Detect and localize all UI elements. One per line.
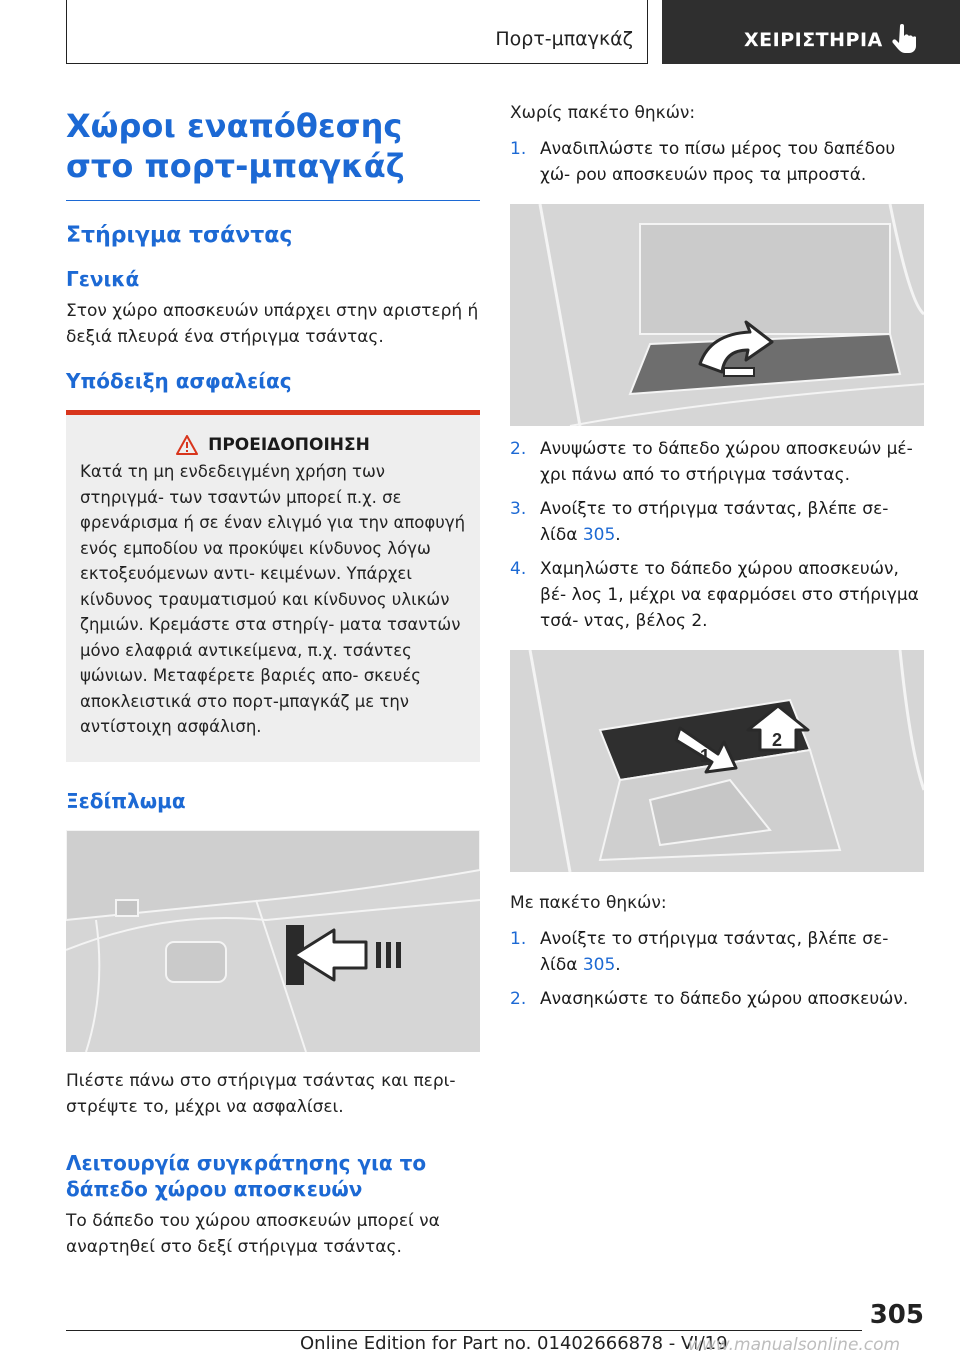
floor-hook-drawing (510, 650, 924, 872)
footer-edition: Online Edition for Part no. 01402666878 - VI/19 (300, 1333, 728, 1354)
heading-safety-note: Υπόδειξη ασφαλείας (66, 369, 292, 393)
step-text: Ανασηκώστε το δάπεδο χώρου αποσκευών. (540, 989, 909, 1009)
paragraph-general: Στον χώρο αποσκευών υπάρχει στην αριστερή ή δεξιά πλευρά ένα στήριγμα τσάντας. (66, 301, 479, 347)
steps-with-list (510, 926, 924, 1012)
step-number: 4. (510, 559, 527, 579)
steps-without-list (510, 136, 924, 188)
footer-watermark: www.manualsonline.com (688, 1335, 901, 1355)
header-section-title: Πορτ-μπαγκάζ (495, 28, 633, 50)
warning-header (80, 435, 466, 455)
heading-holding-function: Λειτουργία συγκράτησης για το δάπεδο χώρου αποσκευών (66, 1150, 427, 1201)
header-section-box (66, 0, 648, 64)
step-number: 1. (510, 139, 527, 159)
left-column (66, 100, 480, 1260)
heading-bag-hook: Στήριγμα τσάντας (66, 223, 293, 248)
arrow-1-label: 1 (700, 746, 711, 766)
list-item (510, 136, 924, 188)
bag-hook-drawing (66, 830, 480, 1052)
warning-triangle-icon (176, 435, 198, 455)
step-text: Αναδιπλώστε το πίσω μέρος του δαπέδου χώ- ρου αποσκευών προς τα μπροστά. (540, 139, 896, 185)
step-text-end: . (615, 955, 621, 975)
list-item (510, 556, 924, 634)
step-text: Ανυψώστε το δάπεδο χώρου αποσκευών μέ- χρι πάνω από το στήριγμα τσάντας. (540, 439, 913, 485)
page-title: Χώροι εναπόθεσης στο πορτ-μπαγκάζ (66, 106, 480, 201)
bag-hook-illustration (66, 830, 480, 1052)
floor-fold-drawing (510, 204, 924, 426)
page-number: 305 (869, 1300, 924, 1330)
warning-title: ΠΡΟΕΙΔΟΠΟΙΗΣΗ (208, 435, 370, 455)
paragraph-unfold: Πιέστε πάνω στο στήριγμα τσάντας και περι- στρέψτε το, μέχρι να ασφαλίσει. (66, 1070, 456, 1117)
list-item (510, 496, 924, 548)
heading-unfold: Ξεδίπλωμα (66, 788, 186, 813)
floor-fold-illustration (510, 204, 924, 426)
arrow-2-label: 2 (772, 730, 783, 750)
header-chapter-tab[interactable] (662, 0, 960, 64)
without-compartments-label: Χωρίς πακέτο θηκών: (510, 103, 696, 123)
step-text-end: . (615, 525, 621, 545)
footer-divider (66, 1330, 862, 1331)
list-item (510, 436, 924, 488)
step-number: 2. (510, 989, 527, 1009)
page-link[interactable]: 305 (582, 955, 616, 975)
warning-text: Κατά τη μη ενδεδειγμένη χρήση των στηριγμά- των τσαντών μπορεί π.χ. σε φρενάρισμα ή σε έναν ελιγμό για την αποφυγή ενός εμποδίου να προκύψει κίνδυνος λόγω εκτοξευόμενων αντι- κειμένων. Υπάρχει κίνδυνος τραυματισμού και κίνδυνος υλικών ζημιών. Κρεμάστε στα στηρίγ- ματα τσαντών μόνο ελαφριά αντικείμενα, π.χ. τσάντες ψώνιων. Μεταφέρετε βαριές απο- σκευές αποκλειστικά στο πορτ-μπαγκάζ με την αντίστοιχη ασφάλιση. (80, 462, 466, 736)
page-link[interactable]: 305 (582, 525, 616, 545)
hand-pointer-icon (892, 24, 920, 54)
step-number: 2. (510, 439, 527, 459)
right-column (510, 100, 924, 1020)
paragraph-holding: Το δάπεδο του χώρου αποσκευών μπορεί να αναρτηθεί στο δεξί στήριγμα τσάντας. (66, 1210, 440, 1257)
steps-without-list-continued (510, 436, 924, 634)
step-text: Ανοίξτε το στήριγμα τσάντας, βλέπε σε- λίδα (540, 929, 889, 975)
step-text: Χαμηλώστε το δάπεδο χώρου αποσκευών, βέ- λος 1, μέχρι να εφαρμόσει στο στήριγμα τσά- ντας, βέλος 2. (540, 559, 919, 631)
step-number: 3. (510, 499, 527, 519)
list-item (510, 926, 924, 978)
step-text: Ανοίξτε το στήριγμα τσάντας, βλέπε σε- λίδα (540, 499, 889, 545)
floor-hook-illustration (510, 650, 924, 872)
list-item (510, 986, 924, 1012)
with-compartments-label: Με πακέτο θηκών: (510, 893, 667, 913)
heading-general: Γενικά (66, 267, 140, 291)
step-number: 1. (510, 929, 527, 949)
warning-box (66, 410, 480, 762)
header-chapter-title: ΧΕΙΡΙΣΤΗΡΙΑ (744, 29, 883, 51)
